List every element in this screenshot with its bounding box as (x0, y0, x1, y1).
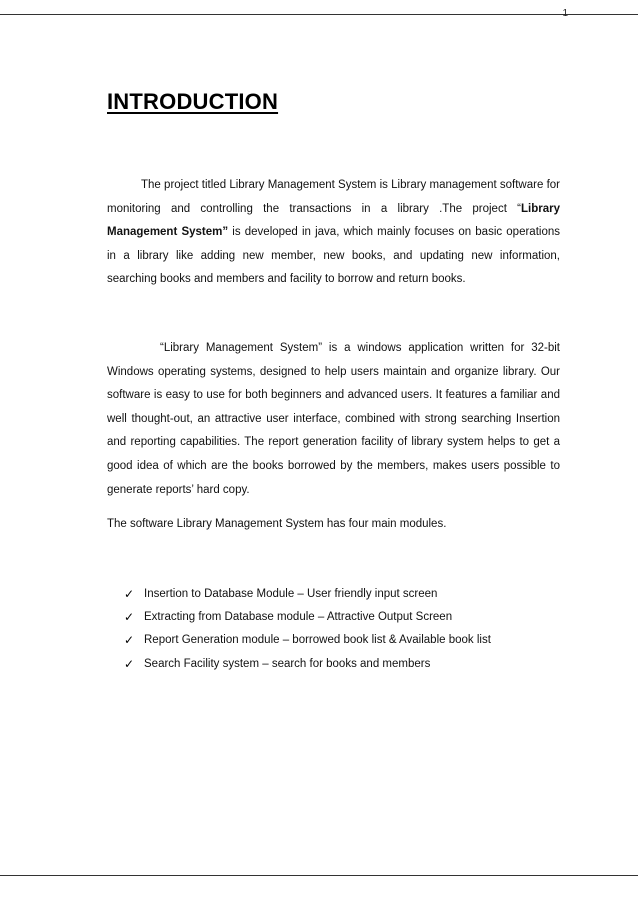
list-item-text: Insertion to Database Module – User friendly input screen (144, 588, 438, 600)
intro-paragraph-2: “Library Management System” is a windows application written for 32-bit Windows operating systems, designed to help users maintain and organize library. Our software is easy to use for both beginners and advanced users. It features a familiar and well thought-out, an attractive user interface, combined with strong searching Insertion and reporting capabilities. The report generation facility of library system helps to get a good idea of which are the books borrowed by the members, makes users possible to generate reports’ hard copy. (107, 342, 560, 496)
check-icon: ✓ (124, 587, 135, 601)
list-item-text: Report Generation module – borrowed book list & Available book list (144, 634, 491, 647)
bold-project-name: Library Management System” (107, 202, 560, 239)
list-item-text: Search Facility system – search for books and members (144, 657, 431, 670)
list-item (124, 629, 491, 652)
modules-list (124, 583, 491, 676)
list-item-text: Extracting from Database module – Attractive Output Screen (144, 611, 453, 624)
intro-paragraph-1 (107, 174, 560, 292)
list-item (124, 606, 491, 629)
section-heading: INTRODUCTION (107, 89, 279, 114)
paragraph-text: is developed in java, which mainly focuses on basic operations in a library like adding new member, new books, and updating new information, searching books and members and facility to borrow and return books. (107, 226, 560, 286)
list-item (124, 653, 491, 676)
list-item (124, 583, 491, 606)
paragraph-text: The project titled Library Management System is Library management software for monitoring and controlling the transactions in a library .The project “ (107, 179, 560, 215)
header-rule (0, 14, 638, 15)
page-number: 1 (562, 8, 568, 19)
modules-intro: The software Library Management System has four main modules. (107, 518, 447, 530)
footer-rule (0, 875, 638, 876)
check-icon: ✓ (124, 633, 135, 648)
check-icon: ✓ (124, 656, 135, 671)
check-icon: ✓ (124, 610, 135, 625)
